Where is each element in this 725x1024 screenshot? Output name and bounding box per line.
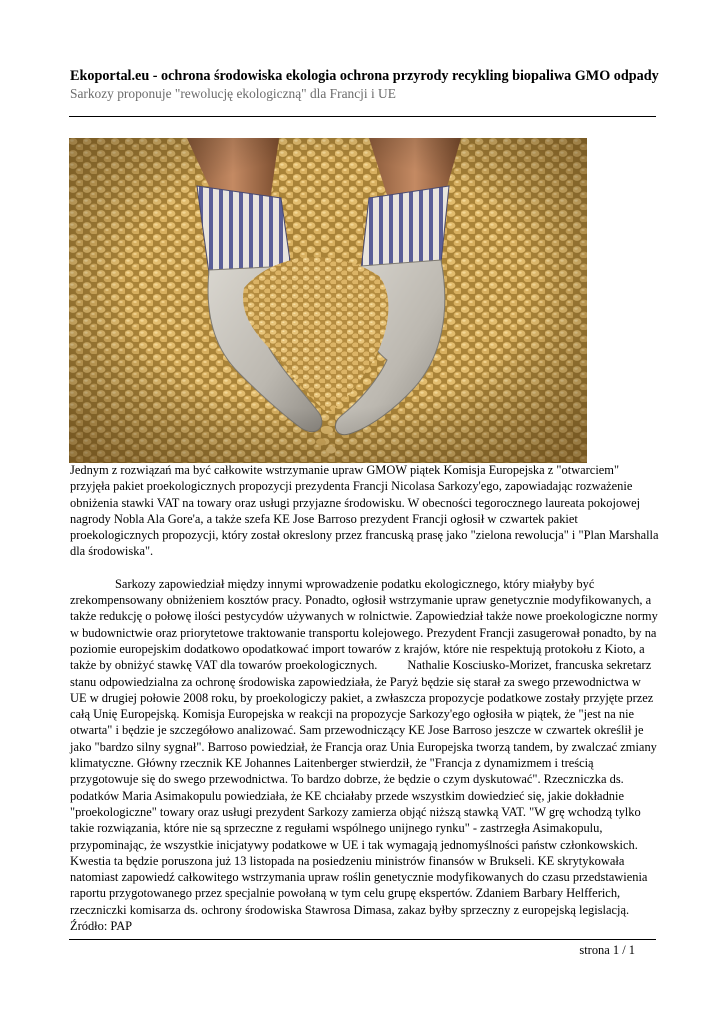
article-paragraph-text: Sarkozy zapowiedział między innymi wprowadzenie podatku ekologicznego, który miałyby być zrekompensowany obniżeniem kosztów pracy. Ponadto, ogłosił wstrzymanie upraw genetycznie modyfikowanych, a także redukcję o połowę ilości pestycydów używanych w rolnictwie. Zapowiedział także nowe proekologiczne normy w budownictwie oraz priorytetowe traktowanie transportu kolejowego. Prezydent Francji zasugerował ponadto, by na poziomie europejskim dodatkowo opodatkować import towarów z krajów, które nie respektują protokołu z Kioto, a także by obniżyć stawkę VAT dla towarów proekologicznych. (70, 576, 658, 673)
article-body (70, 462, 660, 934)
header-divider (69, 116, 656, 117)
article-photo-gloved-hands-holding-soybeans (69, 138, 587, 463)
article-paragraph (70, 576, 660, 935)
site-title: Ekoportal.eu - ochrona środowiska ekologia ochrona przyrody recykling biopaliwa GMO odpady (70, 68, 659, 84)
document-header (70, 68, 660, 102)
page-number: strona 1 / 1 (579, 943, 635, 957)
article-subtitle: Sarkozy proponuje "rewolucję ekologiczną" dla Francji i UE (70, 86, 396, 101)
article-paragraph-text: Nathalie Kosciusko-Morizet, francuska sekretarz stanu odpowiedzialna za ochronę środowiska zapowiedziała, że Paryż będzie się starał za swego przewodnictwa w UE w drugiej połowie 2008 roku, by proekologiczy pakiet, a zwłaszcza propozycje podatkowe zostały przyjęte przez całą Unię Europejską. Komisja Europejska w reakcji na propozycje Sarkozy'ego ogłosiła w piątek, że "jest na nie otwarta" i będzie je szczegółowo analizować. Sam przewodniczący KE Jose Barroso jeszcze w czwartek określił je jako "bardzo silny sygnał". Barroso powiedział, że Francja oraz Unia Europejska tworzą tandem, by zwalczać zmiany klimatyczne. Główny rzecznik KE Johannes Laitenberger stwierdził, że "Francja z dynamizmem i treścią przygotowuje się do swego przewodnictwa. To bardzo dobrze, że będzie o czym dyskutować". Rzeczniczka ds. podatków Maria Asimakopulu powiedziała, że KE chciałaby przede wszystkim dowiedzieć się, jakie dokładnie "proekologiczne" towary oraz usługi prezydent Sarkozy zamierza objąć niższą stawką VAT. "W grę wchodzą tylko takie rozwiązania, które nie są sprzeczne z regułami wspólnego unijnego rynku" - zastrzegła Asimakopulu, przypominając, że wszystkie inicjatywy podatkowe w UE i tak wymagają jednomyślności państw członkowskich. Kwestia ta będzie poruszona już 13 listopada na posiedzeniu ministrów finansów w Brukseli. KE skrytykowała natomiast zapowiedź całkowitego wstrzymania upraw roślin genetycznie modyfikowanych do czasu przedstawienia raportu przygotowanego przez specjalnie powołaną w tym celu grupę ekspertów. Zdaniem Barbary Helfferich, rzeczniczki komisarza ds. ochrony środowiska Stawrosa Dimasa, zakaz byłby sprzeczny z europejską legislacją. (70, 658, 657, 917)
article-source: Źródło: PAP (70, 919, 133, 934)
article-paragraph: Jednym z rozwiązań ma być całkowite wstrzymanie upraw GMOW piątek Komisja Europejska z "otwarciem" przyjęła pakiet proekologicznych propozycji prezydenta Francji Nicolasa Sarkozy'ego, zapowiadając rozważenie obniżenia stawki VAT na towary oraz usługi przyjazne środowisku. W obecności tegorocznego laureata pokojowej nagrody Nobla Ala Gore'a, a także szefa KE Jose Barroso prezydent Francji ogłosił w czwartek pakiet proekologicznych propozycji, który został okreslony przez francuską prasę jako "zielona rewolucja" i "Plan Marshalla dla środowiska". (70, 463, 659, 559)
footer-divider (69, 939, 656, 940)
